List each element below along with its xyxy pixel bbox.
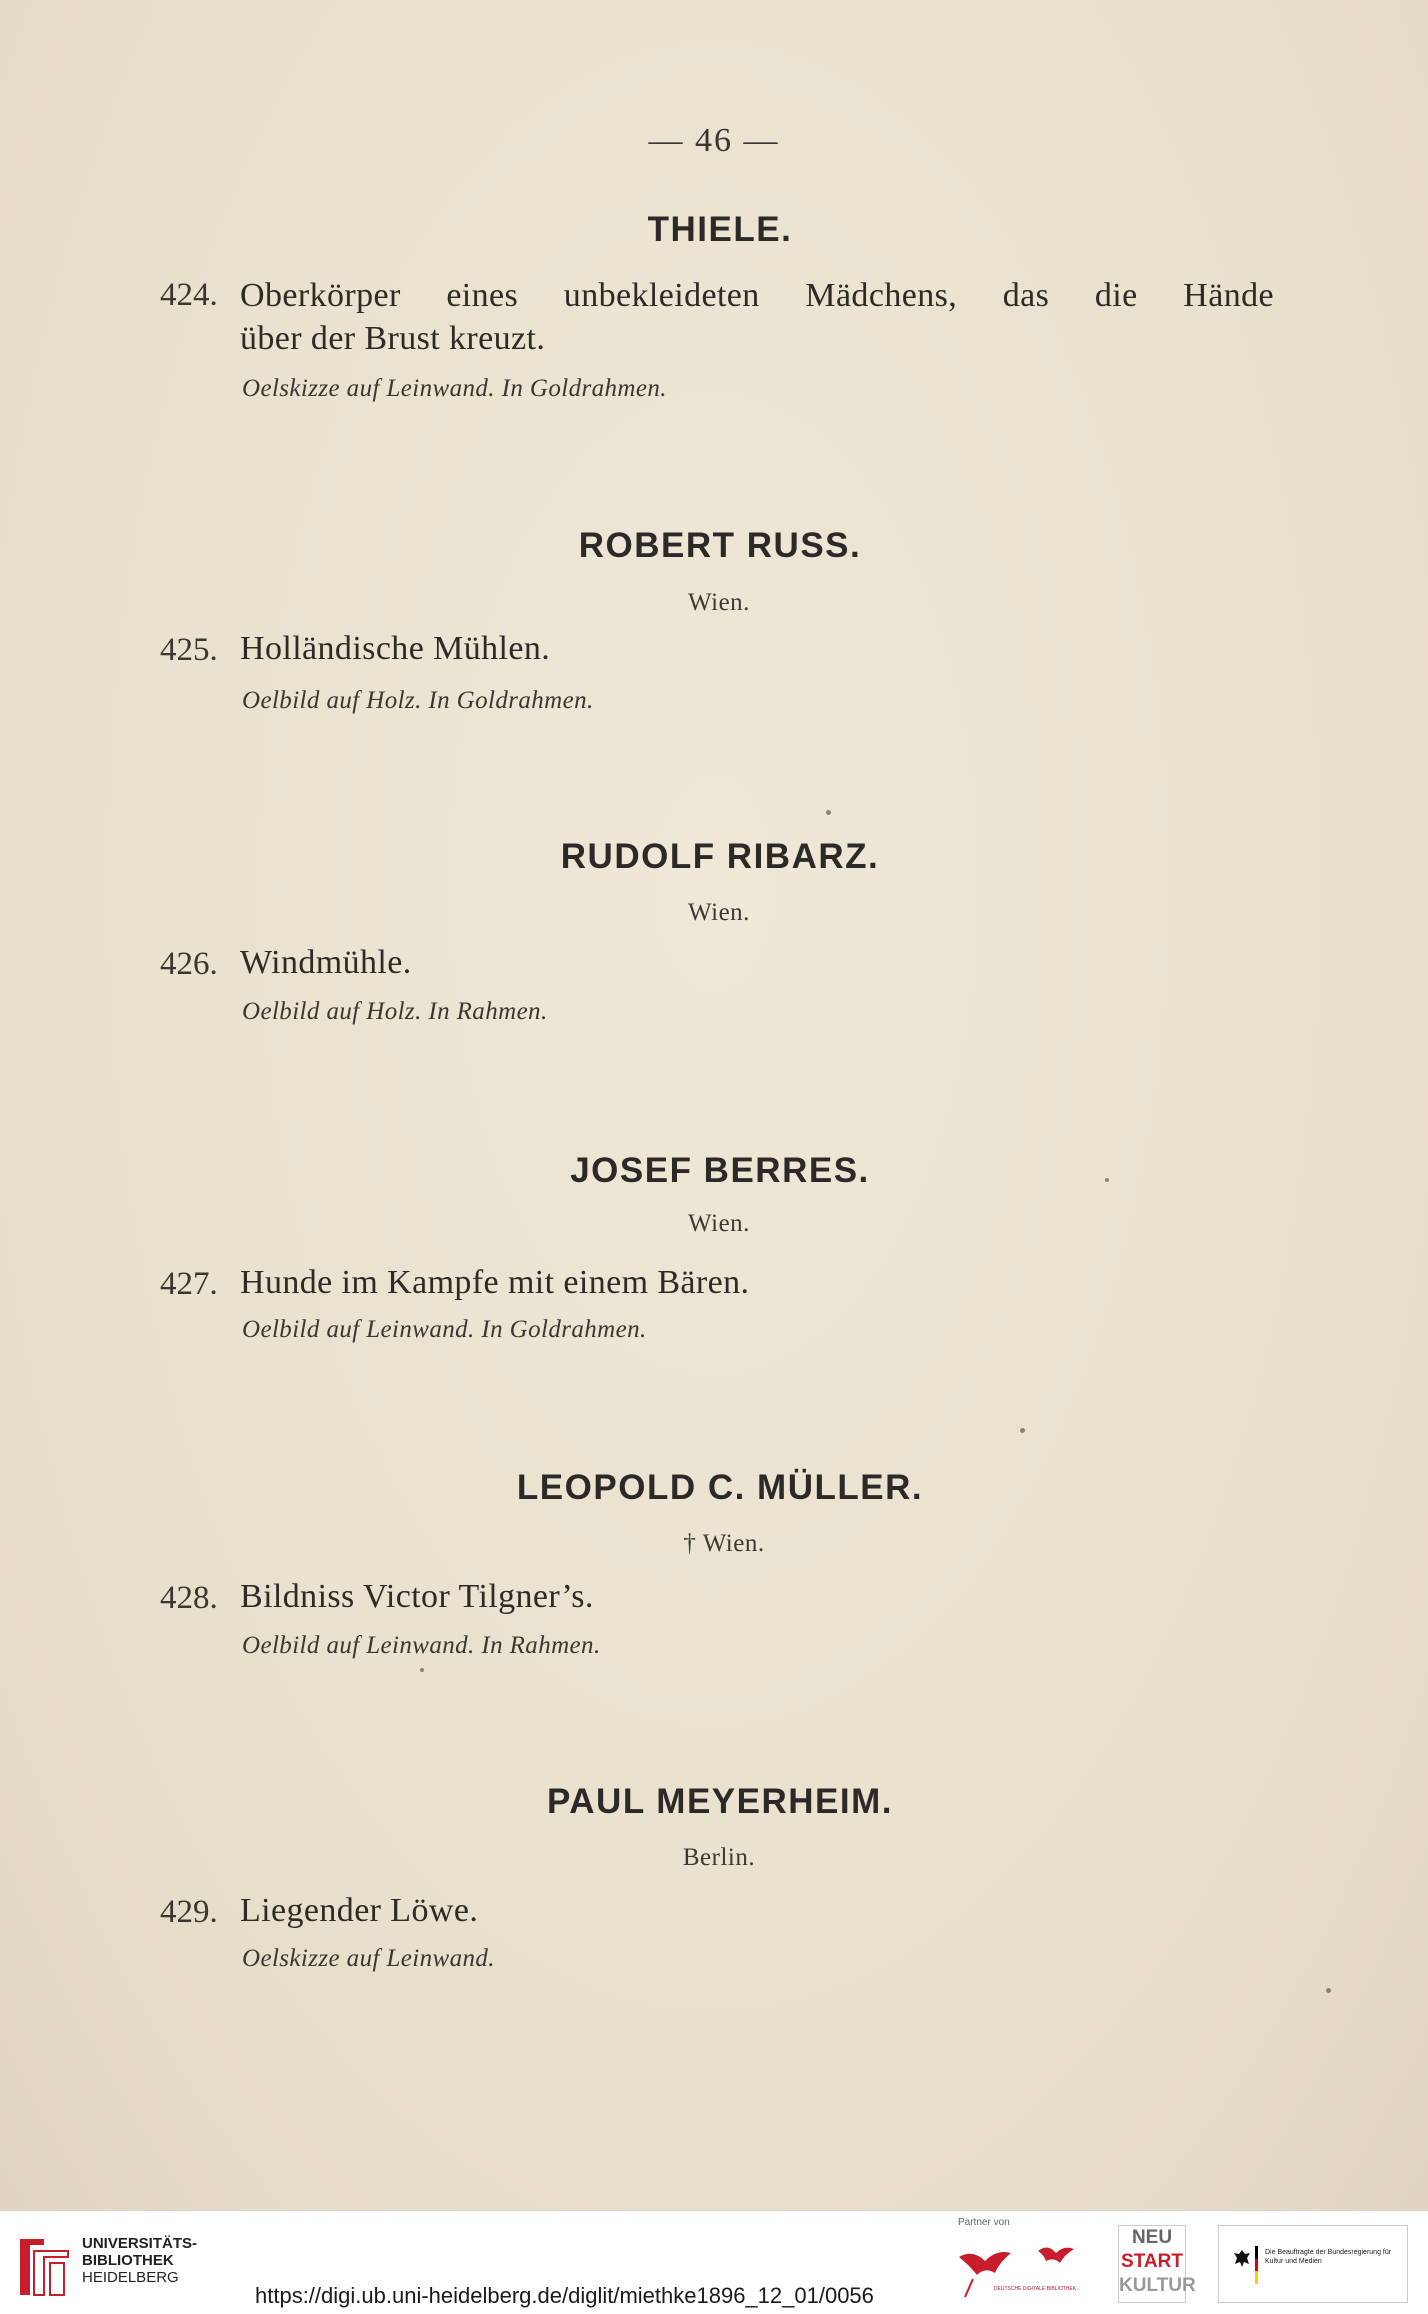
entry-title: Holländische Mühlen. [240, 630, 551, 667]
entry-title: Liegender Löwe. [240, 1892, 479, 1929]
artist-heading: ROBERT RUSS. [578, 526, 862, 565]
federal-eagle-icon [1233, 2248, 1251, 2268]
entry-title: Hunde im Kampfe mit einem Bären. [240, 1264, 750, 1301]
entry-title: Bildniss Victor Tilgner’s. [240, 1578, 594, 1615]
bird-logo-icon [1036, 2241, 1076, 2271]
library-name: UNIVERSITÄTS- BIBLIOTHEK HEIDELBERG [82, 2235, 198, 2286]
neustart-kultur-logo: NEU START KULTUR [1118, 2225, 1186, 2303]
entry-medium: Oelskizze auf Leinwand. In Goldrahmen. [242, 375, 667, 402]
entry-medium: Oelbild auf Holz. In Goldrahmen. [242, 687, 594, 714]
permalink-url[interactable]: https://digi.ub.uni-heidelberg.de/diglit/miethke1896_12_01/0056 [255, 2283, 874, 2308]
entry-medium: Oelskizze auf Leinwand. [242, 1945, 495, 1972]
entry-number: 426. [160, 946, 218, 982]
paper-speck [420, 1668, 424, 1672]
german-flag-icon [1255, 2246, 1258, 2284]
entry-number: 428. [160, 1580, 218, 1616]
artist-city: Wien. [688, 899, 750, 926]
artist-city: † Wien. [683, 1530, 765, 1557]
partner-caption: DEUTSCHE DIGITALE BIBLIOTHEK [993, 2286, 1077, 2292]
footer-bar [0, 2210, 1428, 2314]
entry-number: 429. [160, 1894, 218, 1930]
paper-speck [826, 810, 831, 815]
bkm-caption: Die Beauftragte der Bundesregierung für Kultur und Medien [1265, 2249, 1392, 2265]
university-library-logo-icon [14, 2231, 74, 2301]
paper-speck [1105, 1178, 1109, 1182]
artist-city: Wien. [688, 589, 750, 616]
entry-number: 424. [160, 277, 218, 313]
artist-heading: JOSEF BERRES. [570, 1151, 870, 1190]
entry-medium: Oelbild auf Holz. In Rahmen. [242, 998, 548, 1025]
entry-title: Oberkörper eines unbekleideten Mädchens, das die Hände [240, 277, 1274, 314]
paper-speck [1020, 1428, 1025, 1433]
artist-heading: RUDOLF RIBARZ. [560, 837, 880, 876]
paper-speck [1326, 1988, 1331, 1993]
entry-number: 425. [160, 632, 218, 668]
partner-label: Partner von [958, 2217, 1010, 2228]
entry-title-continued: über der Brust kreuzt. [240, 320, 546, 357]
artist-heading: THIELE. [647, 210, 793, 249]
artist-heading: PAUL MEYERHEIM. [547, 1782, 893, 1821]
entry-medium: Oelbild auf Leinwand. In Rahmen. [242, 1632, 601, 1659]
artist-heading: LEOPOLD C. MÜLLER. [516, 1468, 924, 1507]
bkm-logo [1218, 2225, 1408, 2303]
entry-medium: Oelbild auf Leinwand. In Goldrahmen. [242, 1316, 647, 1343]
entry-number: 427. [160, 1266, 218, 1302]
artist-city: Berlin. [682, 1844, 756, 1871]
entry-title: Windmühle. [240, 944, 412, 981]
artist-city: Wien. [688, 1210, 750, 1237]
page-number: — 46 — [648, 122, 780, 159]
